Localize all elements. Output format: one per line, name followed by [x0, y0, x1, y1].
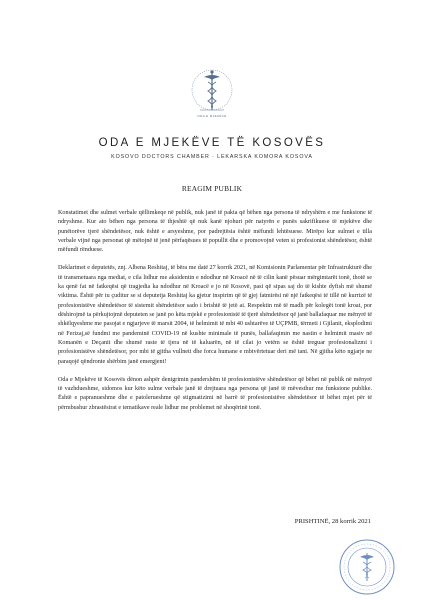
organization-subtitle: KOSOVO DOCTORS CHAMBER · LEKARSKA KOMORA KOSOVA [111, 154, 313, 160]
caduceus-icon [176, 60, 248, 132]
paragraph-2: Deklarimet e deputetës, znj. Albena Reshitaj, të bëra me datë 27 korrik 2021, në Komisionin Parlamentar për Infrastrukturë dhe të transmetuara nga mediat, e cila lidhur me aksidentin e ndodhur në Kroacë në të cilin kanë pësuar mërgimtarët tonë, thotë se ka qenë fat në fatkeqësi që tragjedia ka ndodhur në Kroacë e jo në Kosovë, pasi që sipas saj do të kishte dyfish më shumë viktima. Është për tu çuditur se si deputetja Reshitaj ka gjetur inspirim që të gjej fatmirësi në një fatkeqësi të tillë në kurrizë të profesionistëve shëndetësor të sistemit shëndetësor sado i brishtë të jetë ai. Respektin më të madh për kolegët tonë kroat, por dëshirojmë ta përkujtojmë deputeten se janë po këta mjekë e profesionistë të tjerë shëndetësor që janë ballafaquar me mënyrë të shkëlqyeshme me pasojat e ngjarjeve të marsit 2004, të helmimit të mbi 40 ushtarëve të UÇPMB, tërmeti i Gjilanit, eksplodimi në Ferizaj,së fundmi me pandeminë COVID-19 në kushte minimale të punës, ballafaqimin me nastin e helmimit masiv në Komanën e Deçanit dhe shumë raste të tjera në të kaluarën, në të cilat jo vetëm se është treguar profesionalizmi i profesionistëve shëndetësor, por mbi të gjitha vullneti dhe forca humane e mbivërtetuar deri më tani. Në gjitha këto ngjarje ne paraqojë qëndronte shërbim janë emergjent! [58, 265, 372, 365]
official-stamp [338, 538, 396, 596]
chamber-logo [176, 60, 248, 132]
date-line: PRISHTINË, 28 korrik 2021 [294, 518, 371, 525]
organization-name: ODA E MJEKËVE TË KOSOVËS [98, 137, 326, 149]
paragraph-3: Oda e Mjekëve të Kosovës dënon ashpër denigrimin pandershëm të profesionistëve shëndetësor që bëhet në publik në mënyrë të vazhdueshme, sidomos kur këto sulme verbale janë të drejtuara nga persona që janë të mëvesthur me funksione publike. Është e papranueshme dhe e patolerueshme që stigmatizimi në barrë të profesionistëve shëndetësor të bëhet mjet për të përmbushur zbrastësirat e tematikave reale lidhur me problemet në shoqërinë tonë. [58, 376, 372, 411]
document-body [58, 209, 372, 421]
logo-lettering: ODA E MJEKËVE [197, 114, 227, 118]
document-title: REAGIM PUBLIK [181, 184, 243, 193]
paragraph-1: Konstatimet dhe sulmet verbale qëllimkeqe në publik, nuk janë të pakta që bëhen nga persona të ndryshëm e me funksione të ndryshme. Kur ato bëhen nga persona të thjeshtë që nuk kanë njohuri për natyrën e punës sakrifikuese të mjekëve dhe punëtorëve tjerë shëndetësor, nuk është e arsyeshme, por padrejtësia është mëfundi lehtësuese. Mirëpo kur sulmet e tilla verbale vijnë nga personat që mëtojnë të jenë përfaqësues të popullit dhe e promovojnë veten si profesionist shëndetësor, është mëfundi rënduese. [58, 210, 372, 254]
